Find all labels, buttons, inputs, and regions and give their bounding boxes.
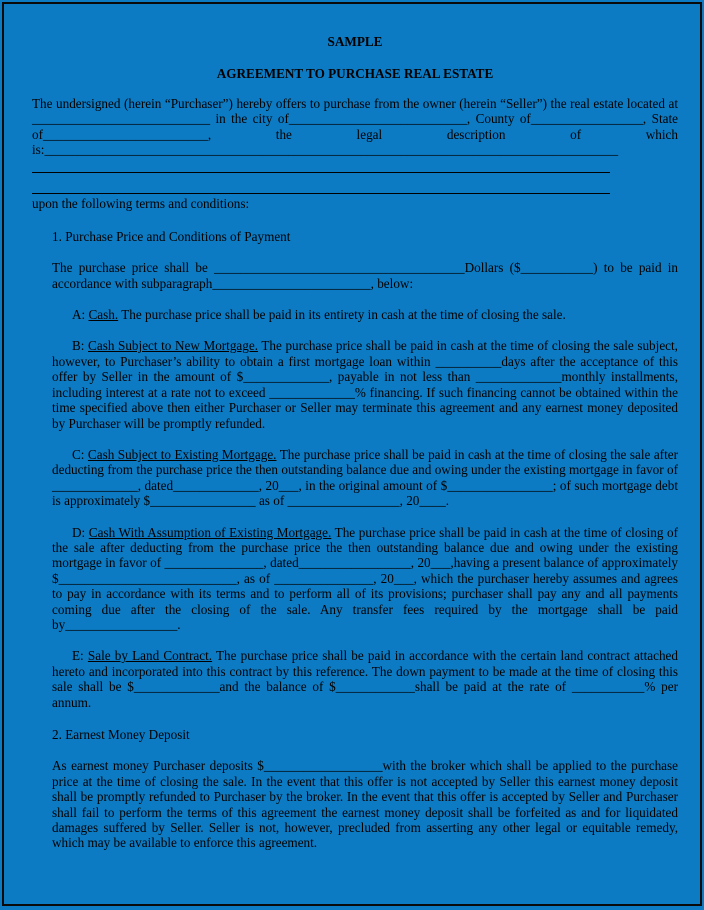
subparagraph-e-text: The purchase price shall be paid in accordance with the certain land contract attached hereto and incorporated into this contract by this reference. The down payment to be made at the time of closing this sale shall be $_____________and the balance of $____________shall be paid at the rate of ___________% per annum. [52, 648, 678, 710]
subparagraph-e-prefix: E: [72, 648, 88, 664]
subparagraph-c-label: Cash Subject to Existing Mortgage. [87, 446, 277, 462]
sample-label: SAMPLE [327, 34, 383, 49]
section-1-heading: 1. Purchase Price and Conditions of Payment [52, 228, 291, 244]
subparagraph-a-label: Cash. [88, 307, 119, 323]
subparagraph-b-text: The purchase price shall be paid in cash at the time of closing the sale subject, however, to Purchaser’s ability to obtain a first mortgage loan within __________days after the acceptance of this offer by Seller in the amount of $_____________, payable in not less than _____________monthly installments, including interest at a rate not to exceed _____________% financing. If such financing cannot be obtained within the time specified above then either Purchaser or Seller may terminate this agreement and any earnest money deposited by Purchaser will be promptly refunded. [52, 338, 678, 431]
subparagraph-b [52, 338, 678, 430]
subparagraph-d-prefix: D: [72, 524, 89, 540]
agreement-document [32, 34, 678, 851]
subparagraph-e [52, 648, 678, 710]
purchase-price-paragraph: The purchase price shall be ______________________________________Dollars ($___________) to be paid in accordance with subparagraph________________________, below: [52, 260, 678, 291]
subparagraph-b-prefix: B: [72, 338, 89, 354]
subparagraph-d-text: The purchase price shall be paid in cash at the time of closing of the sale after deducting from the purchase price the then outstanding balance due and owing under the existing mortgage in favor of _______________, dated_________________, 20___,having a present balance of approximately $___________________________, as of _______________, 20___, which the purchaser hereby assumes and agrees to pay in accordance with its terms and to perform all of its provisions; purchaser shall pay any and all payments coming due after the closing of the sale. Any transfer fees required by the mortgage shall be paid by_________________. [52, 524, 679, 632]
subparagraph-a [52, 307, 678, 322]
subparagraph-d-label: Cash With Assumption of Existing Mortgage. [88, 524, 332, 540]
earnest-money-paragraph: As earnest money Purchaser deposits $__________________with the broker which shall be applied to the purchase price at the time of closing the sale. In the event that this offer is not accepted by Seller this earnest money deposit shall be promptly refunded to Purchaser by the broker. In the event that this offer is accepted by Seller and Purchaser shall fail to perform the terms of this agreement the earnest money deposit shall be forfeited as and for liquidated damages suffered by Seller. Seller is not, however, precluded from asserting any other legal or equitable remedy, which may be available to enforce this agreement. [52, 758, 678, 851]
subparagraph-d [52, 525, 678, 633]
subparagraph-a-text: The purchase price shall be paid in its entirety in cash at the time of closing the sale. [118, 307, 566, 323]
blank-line [32, 158, 610, 173]
subparagraph-c-text: The purchase price shall be paid in cash at the time of closing the sale after deducting from the purchase price the then outstanding balance due and owing under the existing mortgage in favor of _____________, dated_____________, 20___, in the original amount of $________________; of such mortgage debt is approximately $________________ as of _________________, 20____. [52, 446, 678, 509]
subparagraph-c [52, 447, 678, 509]
section-2-heading: 2. Earnest Money Deposit [52, 727, 190, 742]
subparagraph-c-prefix: C: [72, 446, 88, 462]
subparagraph-e-label: Sale by Land Contract. [87, 648, 213, 664]
document-page [2, 2, 702, 906]
subparagraph-b-label: Cash Subject to New Mortgage. [88, 338, 259, 354]
document-title: AGREEMENT TO PURCHASE REAL ESTATE [216, 66, 494, 82]
terms-intro: upon the following terms and conditions: [32, 196, 250, 212]
intro-paragraph: The undersigned (herein “Purchaser”) hereby offers to purchase from the owner (herein “Seller”) the real estate located at ___________________________ in the city of___________________________, County of_________________, State of_________________________, the legal description of which is:_______________________________________________________________________________________ [32, 95, 678, 158]
subparagraph-a-prefix: A: [72, 307, 89, 323]
blank-line [32, 179, 610, 194]
